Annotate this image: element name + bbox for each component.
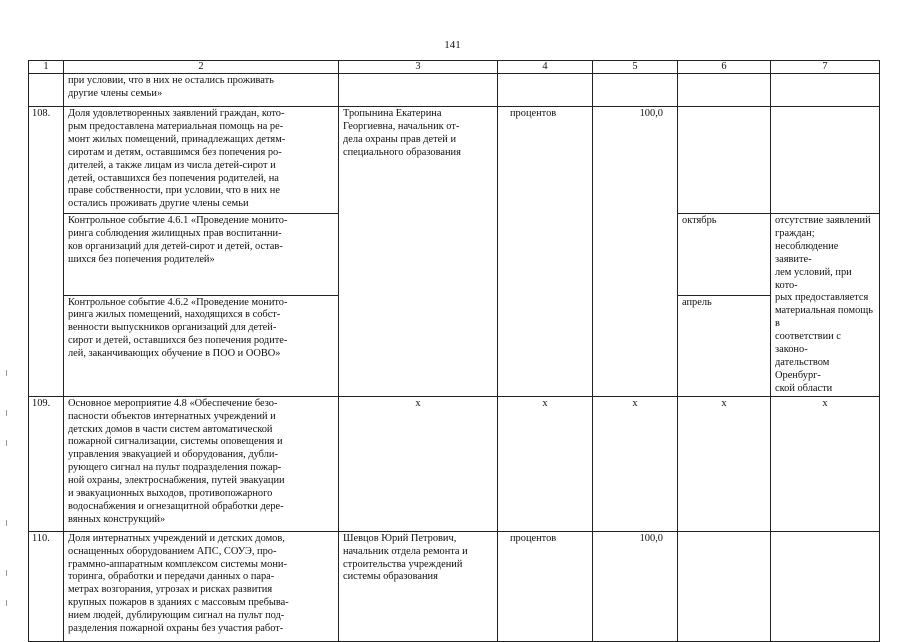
row-110-value: 100,0: [593, 531, 678, 641]
control-event-4-6-2: Контрольное событие 4.6.2 «Проведение монито- ринга жилых помещений, находящихся в собст- венности выпускников организаций для детей- сирот и детей, оставшихся без попечения родите- лей, заканчивающих обучение в ПОО и ООВО»: [64, 295, 339, 396]
row-109-c6: х: [678, 396, 771, 531]
control-event-4-6-1: Контрольное событие 4.6.1 «Проведение монито- ринга соблюдения жилищных прав воспитанни- ков организаций для детей-сирот и детей, остав- шихся без попечения родителей»: [64, 214, 339, 296]
page-number: 141: [444, 39, 461, 51]
continuation-num: [29, 74, 64, 107]
row-108-value: 100,0: [593, 107, 678, 397]
control-event-4-6-1-term: октябрь: [678, 214, 771, 296]
continuation-c4: [498, 74, 593, 107]
row-108-risks-empty: [771, 107, 880, 214]
header-row: [29, 61, 880, 74]
continuation-c7: [771, 74, 880, 107]
header-col-6: 6: [678, 61, 771, 74]
continuation-text: при условии, что в них не остались проживать другие члены семьи»: [64, 74, 339, 107]
row-110-unit: процентов: [498, 531, 593, 641]
indicators-table: [28, 60, 880, 642]
row-109-number: 109.: [29, 396, 64, 531]
row-109-c4: х: [498, 396, 593, 531]
row-110: [29, 531, 880, 641]
row-108: [29, 107, 880, 214]
row-109-c7: х: [771, 396, 880, 531]
header-col-5: 5: [593, 61, 678, 74]
row-110-c6: [678, 531, 771, 641]
row-109-c5: х: [593, 396, 678, 531]
scan-edge-marks: [6, 370, 8, 610]
continuation-row: [29, 74, 880, 107]
continuation-c3: [339, 74, 498, 107]
control-event-4-6-2-term: апрель: [678, 295, 771, 396]
row-109-c3: х: [339, 396, 498, 531]
continuation-c6: [678, 74, 771, 107]
row-108-responsible: Тропынина Екатерина Георгиевна, начальник от- дела охраны прав детей и специального образования: [339, 107, 498, 397]
row-110-responsible: Шевцов Юрий Петрович, начальник отдела ремонта и строительства учреждений системы образования: [339, 531, 498, 641]
row-109-text: Основное мероприятие 4.8 «Обеспечение безо- пасности объектов интернатных учреждений и детских домов в части систем автоматической пожарной сигнализации, системы оповещения и управления эвакуацией и оборудования, дубли- рующего сигнал на пульт подразделения пожар- ной охраны, электроснабжения, путей эвакуации и эвакуационных выходов, противопожарного водоснабжения и огнезащитной обработки дере- вянных конструкций»: [64, 396, 339, 531]
header-col-2: 2: [64, 61, 339, 74]
row-110-text: Доля интернатных учреждений и детских домов, оснащенных оборудованием АПС, СОУЭ, про- граммно-аппаратным комплексом системы мони- торинга, обработки и передачи данных о пара- метрах возгорания, угрозах и рисках развития крупных пожаров в зданиях с массовым пребыва- нием людей, дублирующим сигнал на пульт под- разделения пожарной охраны без участия работ-: [64, 531, 339, 641]
header-col-7: 7: [771, 61, 880, 74]
header-col-3: 3: [339, 61, 498, 74]
row-110-c7: [771, 531, 880, 641]
row-109: [29, 396, 880, 531]
row-108-risks: отсутствие заявлений граждан; несоблюдение заявите- лем условий, при кото- рых предоставляется материальная помощь в соответствии с законо- дательством Оренбург- ской области: [771, 214, 880, 397]
row-108-number: 108.: [29, 107, 64, 397]
header-col-4: 4: [498, 61, 593, 74]
row-108-unit: процентов: [498, 107, 593, 397]
row-110-number: 110.: [29, 531, 64, 641]
continuation-c5: [593, 74, 678, 107]
row-108-term-empty: [678, 107, 771, 214]
header-col-1: 1: [29, 61, 64, 74]
row-108-indicator: Доля удовлетворенных заявлений граждан, кото- рым предоставлена материальная помощь на ре- монт жилых помещений, принадлежащих детям- сиротам и детям, оставшимся без попечения ро- дителей, а также лицам из числа детей-сирот и детей, оставшихся без попечения родителей, на праве собственности, при условии, что в них не остались проживать другие члены семьи: [64, 107, 339, 214]
